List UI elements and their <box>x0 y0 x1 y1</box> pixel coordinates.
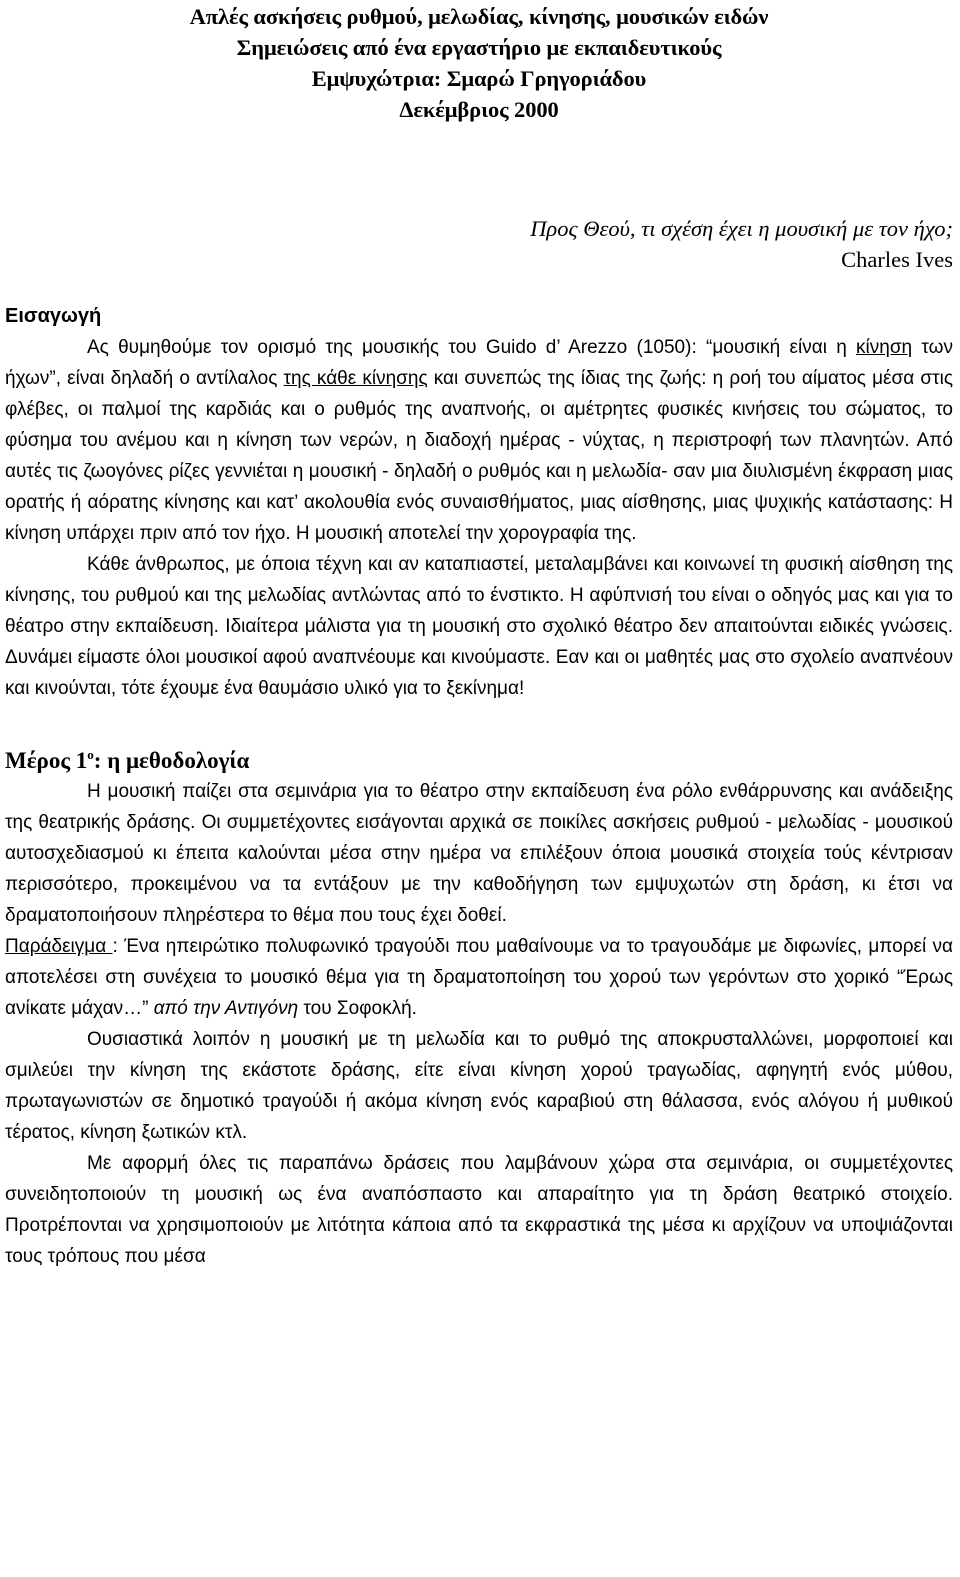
underlined-term: κίνηση <box>856 337 913 358</box>
title-line: Εμψυχώτρια: Σμαρώ Γρηγοριάδου <box>311 66 647 91</box>
heading-text: Μέρος 1 <box>5 748 88 773</box>
epigraph-quote: Προς Θεού, τι σχέση έχει η μουσική με τον ήχο; <box>530 216 953 241</box>
title-line: Δεκέμβριος 2000 <box>399 97 559 122</box>
part1-heading <box>5 739 953 776</box>
title-line: Απλές ασκήσεις ρυθμού, μελωδίας, κίνησης, μουσικών ειδών <box>189 4 769 29</box>
text-span: των ήχων”, είναι δηλαδή ο αντίλαλος <box>5 337 953 389</box>
intro-paragraph-2 <box>5 549 953 704</box>
text-span: Οι συμμετέχοντες εισάγονται αρχικά σε ποικίλες ασκήσεις ρυθμού - μελωδίας - μουσικού αυτοσχεδιασμού κι έπειτα καλούνται μέσα στην ημέρα να επιλέξουν όποια μουσικά στοιχεία τούς κέντρισαν περισσότερο, προκειμένου να τα εντάξουν με την καθοδήγηση των εμψυχωτών στη δράση, κι έτσι να δραματοποιήσουν πληρέστερα το θέμα που τους έχει δοθεί. <box>5 812 953 926</box>
underlined-term: της κάθε κίνησης <box>283 368 428 389</box>
text-span: του Σοφοκλή. <box>298 998 417 1019</box>
text-span: Η μουσική παίζει στα σεμινάρια για το θέατρο στην εκπαίδευση ένα ρόλο ενθάρρυνσης και ανάδειξης της θεατρικής δράσης. <box>5 781 953 833</box>
text-span: Από αυτές τις ζωογόνες ρίζες γεννιέται η μουσική - δηλαδή ο ρυθμός και η μελωδία- σαν μια διυλισμένη έκφραση μιας ορατής ή αόρατης κίνησης και κατ’ ακολουθία ενός συναισθήματος, μιας αίσθησης, μιας ψυχικής κατάστασης: Η κίνηση υπάρχει πριν από τον ήχο. Η μουσική αποτελεί την χορογραφία της. <box>5 430 953 544</box>
text-span: Ιδιαίτερα μάλιστα για τη μουσική στο σχολικό θέατρο δεν απαιτούνται ειδικές γνώσεις. Δυνάμει είμαστε όλοι μουσικοί αφού αναπνέουμε και κινούμαστε. Εαν και οι μαθητές μας στο σχολείο αναπνέουν και κινούνται, τότε έχουμε ένα θαυμάσιο υλικό για το ξεκίνημα! <box>5 616 953 699</box>
epigraph <box>5 213 953 275</box>
italic-span: από την Αντιγόνη <box>148 998 299 1019</box>
heading-superscript: ο <box>87 747 94 762</box>
document-page <box>5 0 953 1272</box>
text-span: : Ένα ηπειρώτικο πολυφωνικό τραγούδι που μαθαίνουμε να το τραγουδάμε με διφωνίες, μπορεί να αποτελέσει στη συνέχεια το μουσικό θέμα για τη δραματοποίηση του χορού των γερόντων στο χορικό “Έρως ανίκατε μάχαν…” <box>5 936 953 1019</box>
heading-text: : η μεθοδολογία <box>93 748 250 773</box>
example-paragraph <box>5 931 953 1024</box>
title-line: Σημειώσεις από ένα εργαστήριο με εκπαιδευτικούς <box>236 35 722 60</box>
text-span: και συνεπώς της ίδιας της ζωής: η ροή του αίματος μέσα στις φλέβες, οι παλμοί της καρδιάς και ο ρυθμός της αναπνοής, οι αμέτρητες φυσικές κινήσεις του σώματος, το φύσημα του ανέμου και η κίνηση των νερών, η διαδοχή ημέρας - νύχτας, η περιστροφή των πλανητών. <box>5 368 953 451</box>
text-span: Κάθε άνθρωπος, με όποια τέχνη και αν καταπιαστεί, μεταλαμβάνει και κοινωνεί τη φυσική αίσθηση της κίνησης, του ρυθμού και της μελωδίας αντλώντας από το ένστικτο. Η αφύπνισή του είναι ο οδηγός μας και για το θέατρο στην εκπαίδευση. <box>5 554 953 637</box>
part1-paragraph-2: Ουσιαστικά λοιπόν η μουσική με τη μελωδία και το ρυθμό της αποκρυσταλλώνει, μορφοποιεί και σμιλεύει την κίνηση της εκάστοτε δράσης, είτε είναι κίνηση χορού τραγωδίας, αφηγητή ενός μύθου, πρωταγωνιστών σε δημοτικό τραγούδι ή ακόμα κίνηση ενός καραβιού στη θάλασσα, ενός αλόγου ή μυθικού τέρατος, κίνηση ξωτικών κτλ. <box>5 1029 953 1143</box>
part1-paragraph-3: Με αφορμή όλες τις παραπάνω δράσεις που λαμβάνουν χώρα στα σεμινάρια, οι συμμετέχοντες συνειδητοποιούν τη μουσική ως ένα αναπόσπαστο και απαραίτητο για τη δράση θεατρικό στοιχείο. Προτρέπονται να χρησιμοποιούν με λιτότητα κάποια από τα εκφραστικά της μέσα κι αρχίζουν να υποψιάζονται τους τρόπους που μέσα <box>5 1153 953 1267</box>
part1-paragraph-1 <box>5 776 953 931</box>
text-span: Ας θυμηθούμε τον ορισμό της μουσικής του Guido d’ Arezzo (1050): “μουσική είναι η <box>87 337 857 358</box>
example-label: Παράδειγμα <box>5 936 113 957</box>
epigraph-author: Charles Ives <box>841 247 953 272</box>
document-title <box>5 1 953 125</box>
intro-paragraph-1 <box>5 332 953 549</box>
intro-heading: Εισαγωγή <box>5 305 102 327</box>
